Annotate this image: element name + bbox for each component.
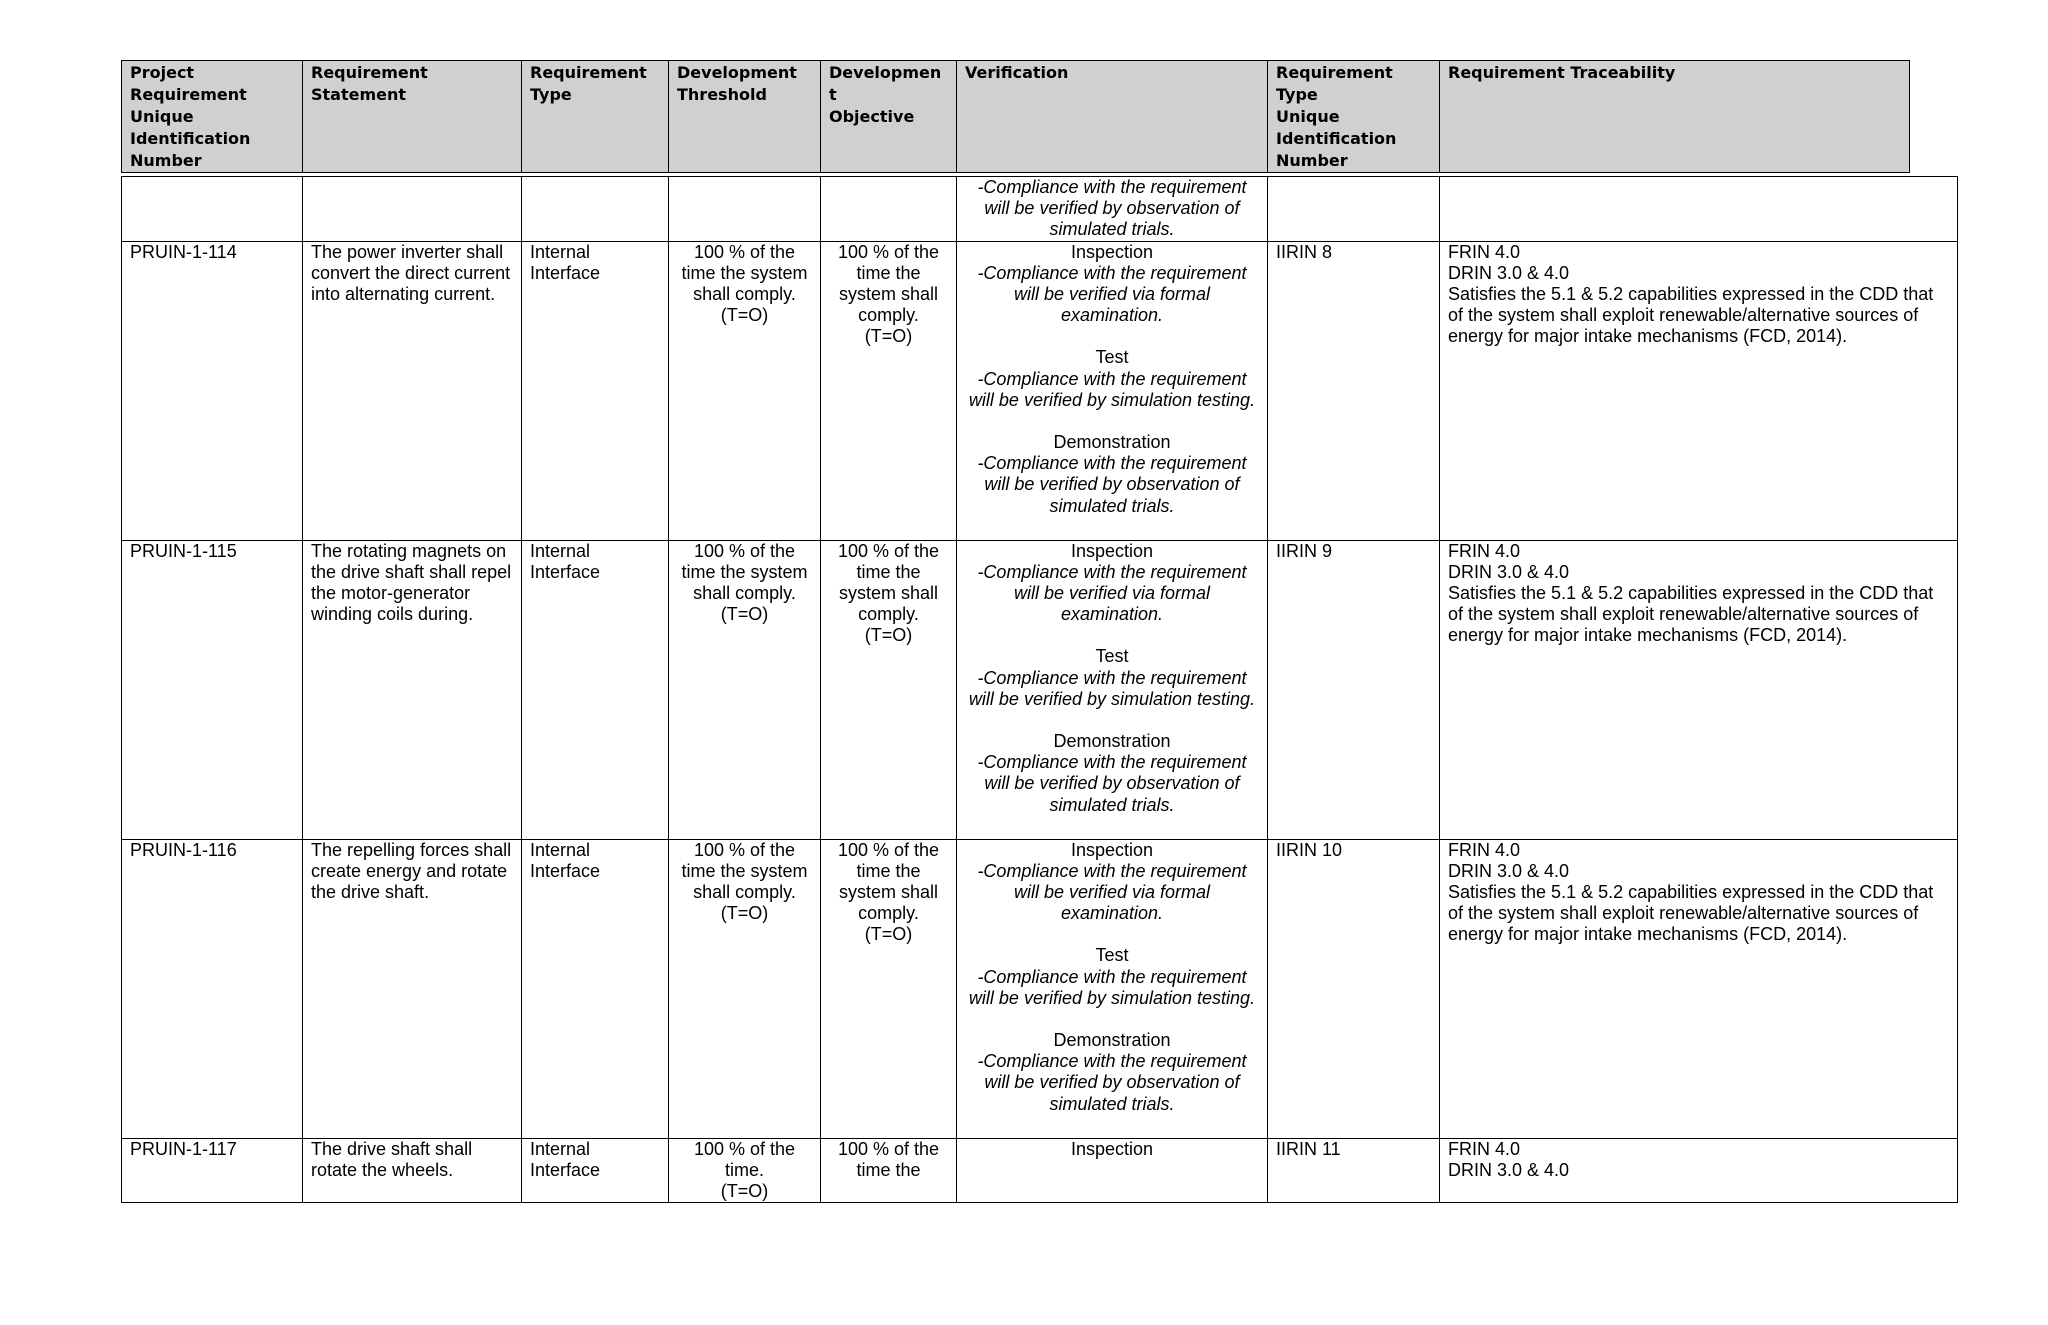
- cell-id: PRUIN-1-115: [122, 540, 303, 839]
- cell-id: PRUIN-1-117: [122, 1138, 303, 1203]
- cell-threshold: 100 % of the time the system shall comply. (T=O): [669, 839, 821, 1138]
- header-cell-objective: Development Objective: [821, 61, 957, 173]
- verification-gap: [965, 924, 1259, 945]
- cell-verification: [957, 241, 1268, 540]
- continuation-row: [122, 177, 1958, 242]
- cell-objective: 100 % of the time the: [821, 1138, 957, 1203]
- cell-statement: The repelling forces shall create energy and rotate the drive shaft.: [303, 839, 522, 1138]
- cell-objective: 100 % of the time the system shall comply. (T=O): [821, 839, 957, 1138]
- verification-method: Inspection: [1070, 540, 1154, 561]
- verification-method: Inspection: [1070, 1138, 1154, 1159]
- cell-id: PRUIN-1-114: [122, 241, 303, 540]
- cell-traceability: [1440, 177, 1958, 242]
- cell-traceability: FRIN 4.0 DRIN 3.0 & 4.0 Satisfies the 5.1 & 5.2 capabilities expressed in the CDD that of the system shall exploit renewable/alternative sources of energy for major intake mechanisms (FCD, 2014).: [1440, 839, 1958, 1138]
- cell-type: Internal Interface: [522, 839, 669, 1138]
- cell-verification: [957, 1138, 1268, 1203]
- verification-note: -Compliance with the requirement will be verified via formal examination.: [977, 262, 1247, 326]
- cell-statement: The power inverter shall convert the direct current into alternating current.: [303, 241, 522, 540]
- verification-note: -Compliance with the requirement will be verified by observation of simulated trials.: [977, 453, 1247, 516]
- verification-method: Test: [1095, 945, 1129, 966]
- header-cell-traceability: Requirement Traceability: [1440, 61, 1910, 173]
- cell-type: [522, 177, 669, 242]
- verification-note: -Compliance with the requirement will be verified by observation of simulated trials.: [977, 752, 1247, 815]
- cell-traceability: FRIN 4.0 DRIN 3.0 & 4.0 Satisfies the 5.1 & 5.2 capabilities expressed in the CDD that of the system shall exploit renewable/alternative sources of energy for major intake mechanisms (FCD, 2014).: [1440, 540, 1958, 839]
- cell-threshold: 100 % of the time. (T=O): [669, 1138, 821, 1203]
- verification-gap: [965, 411, 1259, 432]
- header-row: [122, 61, 1910, 173]
- verification-note: -Compliance with the requirement will be verified via formal examination.: [977, 561, 1247, 625]
- cell-type-id: IIRIN 8: [1268, 241, 1440, 540]
- cell-type-id: IIRIN 11: [1268, 1138, 1440, 1203]
- cell-type-id: IIRIN 10: [1268, 839, 1440, 1138]
- cell-traceability: FRIN 4.0 DRIN 3.0 & 4.0: [1440, 1138, 1958, 1203]
- verification-gap: [965, 625, 1259, 646]
- header-cell-type: Requirement Type: [522, 61, 669, 173]
- header-cell-threshold: Development Threshold: [669, 61, 821, 173]
- requirement-row: [122, 839, 1958, 1138]
- cell-verification: [957, 839, 1268, 1138]
- cell-type-id: IIRIN 9: [1268, 540, 1440, 839]
- verification-gap: [965, 326, 1259, 347]
- cell-type: Internal Interface: [522, 1138, 669, 1203]
- cell-type-id: [1268, 177, 1440, 242]
- cell-threshold: 100 % of the time the system shall comply. (T=O): [669, 241, 821, 540]
- cell-verification: [957, 177, 1268, 242]
- cell-threshold: [669, 177, 821, 242]
- cell-type: Internal Interface: [522, 540, 669, 839]
- cell-objective: 100 % of the time the system shall comply. (T=O): [821, 241, 957, 540]
- verification-method: Test: [1095, 347, 1129, 368]
- verification-gap: [965, 1009, 1259, 1030]
- verification-note: -Compliance with the requirement will be verified by simulation testing.: [968, 966, 1256, 1008]
- cell-objective: [821, 177, 957, 242]
- verification-note: -Compliance with the requirement will be verified by simulation testing.: [968, 667, 1256, 709]
- verification-note: -Compliance with the requirement will be verified by observation of simulated trials.: [977, 1051, 1247, 1114]
- cell-verification: [957, 540, 1268, 839]
- cell-traceability: FRIN 4.0 DRIN 3.0 & 4.0 Satisfies the 5.1 & 5.2 capabilities expressed in the CDD that of the system shall exploit renewable/alternative sources of energy for major intake mechanisms (FCD, 2014).: [1440, 241, 1958, 540]
- requirement-row: [122, 241, 1958, 540]
- header-cell-verification: Verification: [957, 61, 1268, 173]
- requirement-row: [122, 540, 1958, 839]
- verification-note: -Compliance with the requirement will be verified by simulation testing.: [968, 368, 1256, 410]
- verification-note: -Compliance with the requirement will be verified by observation of simulated trials.: [977, 177, 1247, 240]
- cell-id: PRUIN-1-116: [122, 839, 303, 1138]
- header-cell-type-id: Requirement Type Unique Identification Number: [1268, 61, 1440, 173]
- cell-statement: The rotating magnets on the drive shaft shall repel the motor-generator winding coils during.: [303, 540, 522, 839]
- verification-note: -Compliance with the requirement will be verified via formal examination.: [977, 860, 1247, 924]
- verification-method: Inspection: [1070, 241, 1154, 262]
- cell-objective: 100 % of the time the system shall comply. (T=O): [821, 540, 957, 839]
- cell-type: Internal Interface: [522, 241, 669, 540]
- verification-method: Inspection: [1070, 839, 1154, 860]
- header-cell-id: Project Requirement Unique Identification Number: [122, 61, 303, 173]
- cell-statement: The drive shaft shall rotate the wheels.: [303, 1138, 522, 1203]
- verification-method: Test: [1095, 646, 1129, 667]
- cell-id: [122, 177, 303, 242]
- requirements-body-table: [121, 176, 1958, 1203]
- cell-threshold: 100 % of the time the system shall comply. (T=O): [669, 540, 821, 839]
- verification-method: Demonstration: [1053, 432, 1171, 453]
- verification-method: Demonstration: [1053, 1030, 1171, 1051]
- verification-gap: [965, 710, 1259, 731]
- requirements-header-table: [121, 60, 1910, 173]
- header-cell-statement: Requirement Statement: [303, 61, 522, 173]
- cell-statement: [303, 177, 522, 242]
- verification-method: Demonstration: [1053, 731, 1171, 752]
- requirement-row: [122, 1138, 1958, 1203]
